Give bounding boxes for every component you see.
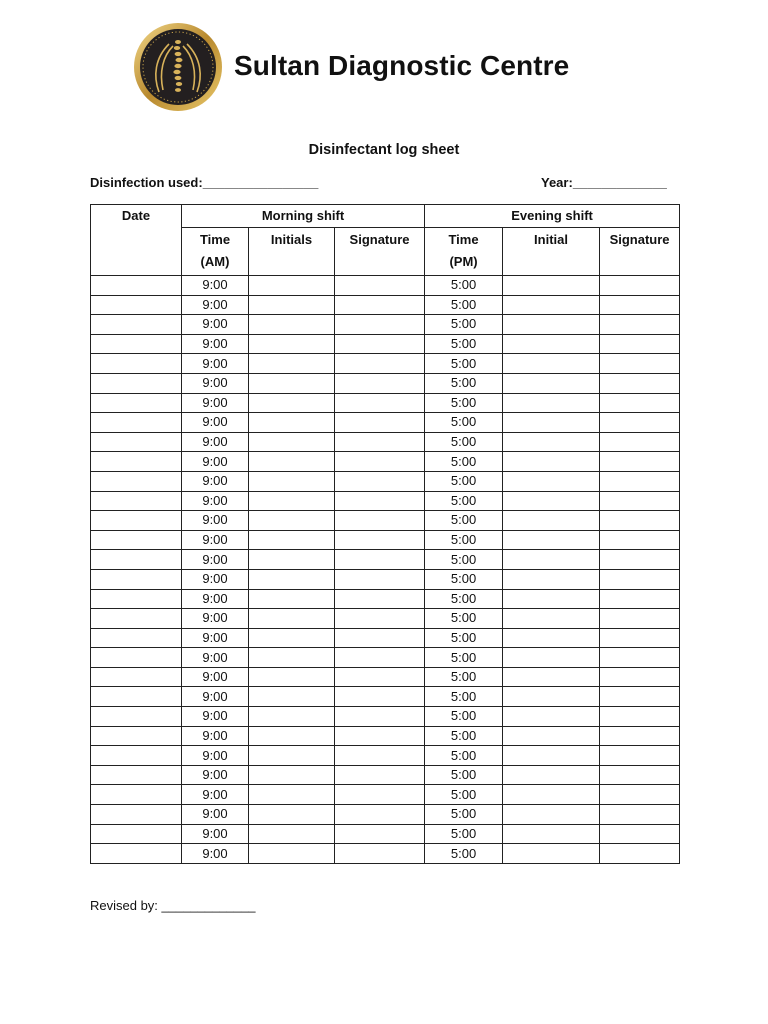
evening-initial-cell[interactable] [503, 550, 600, 570]
morning-time-cell: 9:00 [182, 609, 249, 629]
evening-initial-cell[interactable] [503, 452, 600, 472]
morning-time-cell: 9:00 [182, 373, 249, 393]
table-row [91, 491, 680, 511]
evening-signature-cell[interactable] [600, 432, 680, 452]
evening-signature-cell[interactable] [600, 785, 680, 805]
morning-signature-cell[interactable] [335, 315, 425, 335]
evening-initial-cell[interactable] [503, 687, 600, 707]
evening-initial-cell[interactable] [503, 844, 600, 864]
evening-signature-cell[interactable] [600, 628, 680, 648]
year-blank[interactable]: _____________ [572, 175, 667, 190]
evening-initial-cell[interactable] [503, 648, 600, 668]
evening-initial-cell[interactable] [503, 471, 600, 491]
morning-time-cell: 9:00 [182, 805, 249, 825]
evening-initial-cell[interactable] [503, 805, 600, 825]
date-cell[interactable] [91, 491, 182, 511]
morning-initials-cell[interactable] [249, 824, 335, 844]
morning-signature-cell[interactable] [335, 746, 425, 766]
evening-time-cell: 5:00 [425, 726, 503, 746]
morning-signature-cell[interactable] [335, 844, 425, 864]
evening-initial-cell[interactable] [503, 589, 600, 609]
morning-initials-cell[interactable] [249, 491, 335, 511]
evening-time-cell: 5:00 [425, 589, 503, 609]
table-row [91, 687, 680, 707]
date-cell[interactable] [91, 628, 182, 648]
evening-signature-cell[interactable] [600, 393, 680, 413]
morning-time-cell: 9:00 [182, 413, 249, 433]
morning-time-cell: 9:00 [182, 589, 249, 609]
morning-initials-cell[interactable] [249, 471, 335, 491]
morning-initials-cell[interactable] [249, 609, 335, 629]
evening-initial-cell[interactable] [503, 707, 600, 727]
morning-time-cell: 9:00 [182, 334, 249, 354]
morning-initials-cell[interactable] [249, 393, 335, 413]
evening-initial-cell[interactable] [503, 432, 600, 452]
date-cell[interactable] [91, 667, 182, 687]
table-row [91, 589, 680, 609]
table-row [91, 609, 680, 629]
morning-signature-cell[interactable] [335, 824, 425, 844]
morning-time-cell: 9:00 [182, 707, 249, 727]
evening-time-cell: 5:00 [425, 315, 503, 335]
evening-signature-cell[interactable] [600, 471, 680, 491]
evening-time-cell: 5:00 [425, 432, 503, 452]
revised-by-blank[interactable]: _____________ [161, 898, 256, 913]
evening-time-cell: 5:00 [425, 667, 503, 687]
table-row [91, 334, 680, 354]
evening-initial-cell[interactable] [503, 295, 600, 315]
table-row [91, 569, 680, 589]
evening-signature-cell[interactable] [600, 805, 680, 825]
evening-time-cell: 5:00 [425, 569, 503, 589]
table-row [91, 824, 680, 844]
evening-time-cell: 5:00 [425, 746, 503, 766]
evening-signature-cell[interactable] [600, 707, 680, 727]
evening-time-cell: 5:00 [425, 373, 503, 393]
date-header: Date [91, 205, 182, 276]
table-row [91, 354, 680, 374]
morning-initials-cell[interactable] [249, 432, 335, 452]
morning-signature-cell[interactable] [335, 471, 425, 491]
morning-signature-cell[interactable] [335, 726, 425, 746]
table-row [91, 550, 680, 570]
evening-signature-header: Signature [600, 228, 680, 276]
morning-time-cell: 9:00 [182, 276, 249, 296]
morning-signature-cell[interactable] [335, 550, 425, 570]
table-row [91, 707, 680, 727]
date-cell[interactable] [91, 295, 182, 315]
morning-signature-cell[interactable] [335, 432, 425, 452]
date-cell[interactable] [91, 648, 182, 668]
evening-signature-cell[interactable] [600, 295, 680, 315]
evening-time-cell: 5:00 [425, 511, 503, 531]
morning-signature-cell[interactable] [335, 530, 425, 550]
evening-initial-cell[interactable] [503, 530, 600, 550]
morning-initials-cell[interactable] [249, 628, 335, 648]
date-cell[interactable] [91, 393, 182, 413]
morning-initials-cell[interactable] [249, 589, 335, 609]
morning-signature-cell[interactable] [335, 765, 425, 785]
date-cell[interactable] [91, 315, 182, 335]
date-cell[interactable] [91, 276, 182, 296]
evening-initial-cell[interactable] [503, 413, 600, 433]
evening-signature-cell[interactable] [600, 530, 680, 550]
evening-initial-header: Initial [503, 228, 600, 276]
morning-signature-cell[interactable] [335, 667, 425, 687]
morning-time-cell: 9:00 [182, 354, 249, 374]
morning-signature-cell[interactable] [335, 452, 425, 472]
table-row [91, 393, 680, 413]
evening-initial-cell[interactable] [503, 569, 600, 589]
morning-time-cell: 9:00 [182, 687, 249, 707]
evening-initial-cell[interactable] [503, 334, 600, 354]
morning-initials-cell[interactable] [249, 550, 335, 570]
table-row [91, 530, 680, 550]
date-cell[interactable] [91, 785, 182, 805]
morning-initials-cell[interactable] [249, 315, 335, 335]
evening-initial-cell[interactable] [503, 824, 600, 844]
page-title: Disinfectant log sheet [308, 142, 460, 158]
morning-signature-cell[interactable] [335, 354, 425, 374]
evening-time-cell: 5:00 [425, 707, 503, 727]
morning-time-cell: 9:00 [182, 569, 249, 589]
evening-time-cell: 5:00 [425, 530, 503, 550]
morning-initials-cell[interactable] [249, 413, 335, 433]
evening-signature-cell[interactable] [600, 511, 680, 531]
morning-signature-cell[interactable] [335, 511, 425, 531]
morning-initials-cell[interactable] [249, 373, 335, 393]
morning-signature-cell[interactable] [335, 295, 425, 315]
evening-time-cell: 5:00 [425, 765, 503, 785]
date-cell[interactable] [91, 373, 182, 393]
morning-signature-header: Signature [335, 228, 425, 276]
date-cell[interactable] [91, 471, 182, 491]
morning-time-cell: 9:00 [182, 432, 249, 452]
morning-time-cell: 9:00 [182, 295, 249, 315]
morning-signature-cell[interactable] [335, 569, 425, 589]
date-cell[interactable] [91, 550, 182, 570]
evening-initial-cell[interactable] [503, 667, 600, 687]
evening-signature-cell[interactable] [600, 276, 680, 296]
morning-signature-cell[interactable] [335, 687, 425, 707]
morning-time-cell: 9:00 [182, 491, 249, 511]
date-cell[interactable] [91, 765, 182, 785]
morning-initials-cell[interactable] [249, 805, 335, 825]
table-row [91, 805, 680, 825]
evening-time-cell: 5:00 [425, 785, 503, 805]
evening-initial-cell[interactable] [503, 765, 600, 785]
morning-signature-cell[interactable] [335, 334, 425, 354]
date-cell[interactable] [91, 413, 182, 433]
evening-time-cell: 5:00 [425, 471, 503, 491]
date-cell[interactable] [91, 726, 182, 746]
evening-time-cell: 5:00 [425, 824, 503, 844]
table-row [91, 471, 680, 491]
date-cell[interactable] [91, 569, 182, 589]
table-row [91, 276, 680, 296]
date-cell[interactable] [91, 687, 182, 707]
evening-time-cell: 5:00 [425, 687, 503, 707]
date-cell[interactable] [91, 844, 182, 864]
date-cell[interactable] [91, 511, 182, 531]
evening-time-cell: 5:00 [425, 491, 503, 511]
morning-signature-cell[interactable] [335, 393, 425, 413]
morning-initials-cell[interactable] [249, 746, 335, 766]
morning-signature-cell[interactable] [335, 707, 425, 727]
revised-by-label: Revised by: [90, 898, 158, 913]
morning-time-cell: 9:00 [182, 511, 249, 531]
morning-time-cell: 9:00 [182, 648, 249, 668]
evening-signature-cell[interactable] [600, 609, 680, 629]
evening-initial-cell[interactable] [503, 609, 600, 629]
morning-initials-cell[interactable] [249, 765, 335, 785]
table-row [91, 413, 680, 433]
evening-signature-cell[interactable] [600, 452, 680, 472]
evening-time-cell: 5:00 [425, 452, 503, 472]
evening-time-cell: 5:00 [425, 393, 503, 413]
morning-initials-cell[interactable] [249, 276, 335, 296]
evening-initial-cell[interactable] [503, 373, 600, 393]
morning-signature-cell[interactable] [335, 628, 425, 648]
date-cell[interactable] [91, 589, 182, 609]
table-row [91, 667, 680, 687]
morning-time-cell: 9:00 [182, 746, 249, 766]
morning-signature-cell[interactable] [335, 805, 425, 825]
table-row [91, 746, 680, 766]
evening-initial-cell[interactable] [503, 726, 600, 746]
year-label: Year: [541, 175, 573, 190]
evening-signature-cell[interactable] [600, 726, 680, 746]
table-row [91, 295, 680, 315]
evening-time-cell: 5:00 [425, 550, 503, 570]
evening-time-header: Time (PM) [425, 228, 503, 276]
date-cell[interactable] [91, 824, 182, 844]
table-row [91, 648, 680, 668]
disinfectant-log-table [90, 204, 680, 864]
evening-signature-cell[interactable] [600, 354, 680, 374]
disinfection-used-field[interactable] [90, 175, 318, 190]
evening-signature-cell[interactable] [600, 315, 680, 335]
date-cell[interactable] [91, 707, 182, 727]
morning-time-cell: 9:00 [182, 785, 249, 805]
morning-time-cell: 9:00 [182, 530, 249, 550]
morning-initials-cell[interactable] [249, 452, 335, 472]
morning-signature-cell[interactable] [335, 491, 425, 511]
evening-signature-cell[interactable] [600, 746, 680, 766]
evening-time-cell: 5:00 [425, 354, 503, 374]
evening-initial-cell[interactable] [503, 628, 600, 648]
evening-time-cell: 5:00 [425, 276, 503, 296]
evening-initial-cell[interactable] [503, 785, 600, 805]
morning-signature-cell[interactable] [335, 785, 425, 805]
morning-signature-cell[interactable] [335, 413, 425, 433]
evening-initial-cell[interactable] [503, 393, 600, 413]
morning-initials-cell[interactable] [249, 511, 335, 531]
evening-signature-cell[interactable] [600, 569, 680, 589]
evening-signature-cell[interactable] [600, 824, 680, 844]
evening-signature-cell[interactable] [600, 550, 680, 570]
evening-time-cell: 5:00 [425, 295, 503, 315]
evening-time-cell: 5:00 [425, 844, 503, 864]
morning-initials-cell[interactable] [249, 844, 335, 864]
spine-emblem-icon [133, 22, 223, 112]
morning-time-cell: 9:00 [182, 824, 249, 844]
evening-time-cell: 5:00 [425, 648, 503, 668]
table-row [91, 511, 680, 531]
evening-signature-cell[interactable] [600, 844, 680, 864]
morning-time-cell: 9:00 [182, 471, 249, 491]
morning-signature-cell[interactable] [335, 589, 425, 609]
evening-time-cell: 5:00 [425, 628, 503, 648]
date-cell[interactable] [91, 334, 182, 354]
evening-signature-cell[interactable] [600, 667, 680, 687]
evening-signature-cell[interactable] [600, 687, 680, 707]
table-row [91, 373, 680, 393]
morning-time-cell: 9:00 [182, 628, 249, 648]
evening-initial-cell[interactable] [503, 354, 600, 374]
morning-initials-cell[interactable] [249, 687, 335, 707]
morning-time-cell: 9:00 [182, 667, 249, 687]
morning-signature-cell[interactable] [335, 276, 425, 296]
evening-time-cell: 5:00 [425, 334, 503, 354]
evening-signature-cell[interactable] [600, 413, 680, 433]
table-row [91, 315, 680, 335]
morning-time-cell: 9:00 [182, 550, 249, 570]
morning-initials-cell[interactable] [249, 707, 335, 727]
date-cell[interactable] [91, 354, 182, 374]
morning-initials-header: Initials [249, 228, 335, 276]
evening-signature-cell[interactable] [600, 589, 680, 609]
evening-initial-cell[interactable] [503, 315, 600, 335]
evening-initial-cell[interactable] [503, 511, 600, 531]
table-row [91, 785, 680, 805]
table-row [91, 844, 680, 864]
date-cell[interactable] [91, 432, 182, 452]
evening-signature-cell[interactable] [600, 491, 680, 511]
evening-signature-cell[interactable] [600, 373, 680, 393]
morning-signature-cell[interactable] [335, 373, 425, 393]
morning-initials-cell[interactable] [249, 354, 335, 374]
date-cell[interactable] [91, 609, 182, 629]
morning-signature-cell[interactable] [335, 609, 425, 629]
evening-signature-cell[interactable] [600, 334, 680, 354]
year-field[interactable] [541, 175, 667, 190]
table-row [91, 765, 680, 785]
morning-time-cell: 9:00 [182, 452, 249, 472]
morning-initials-cell[interactable] [249, 569, 335, 589]
evening-time-cell: 5:00 [425, 413, 503, 433]
evening-shift-header: Evening shift [425, 205, 680, 228]
morning-signature-cell[interactable] [335, 648, 425, 668]
morning-initials-cell[interactable] [249, 530, 335, 550]
disinfection-used-label: Disinfection used: [90, 175, 203, 190]
revised-by-field[interactable] [90, 898, 256, 913]
morning-initials-cell[interactable] [249, 295, 335, 315]
evening-initial-cell[interactable] [503, 276, 600, 296]
morning-initials-cell[interactable] [249, 785, 335, 805]
evening-time-cell: 5:00 [425, 805, 503, 825]
morning-initials-cell[interactable] [249, 334, 335, 354]
morning-initials-cell[interactable] [249, 648, 335, 668]
morning-time-header: Time (AM) [182, 228, 249, 276]
evening-time-cell: 5:00 [425, 609, 503, 629]
morning-time-cell: 9:00 [182, 393, 249, 413]
date-cell[interactable] [91, 530, 182, 550]
morning-initials-cell[interactable] [249, 667, 335, 687]
morning-time-cell: 9:00 [182, 844, 249, 864]
morning-time-cell: 9:00 [182, 315, 249, 335]
table-row [91, 432, 680, 452]
date-cell[interactable] [91, 746, 182, 766]
table-row [91, 628, 680, 648]
evening-signature-cell[interactable] [600, 648, 680, 668]
evening-initial-cell[interactable] [503, 746, 600, 766]
morning-time-cell: 9:00 [182, 765, 249, 785]
date-cell[interactable] [91, 452, 182, 472]
evening-signature-cell[interactable] [600, 765, 680, 785]
morning-initials-cell[interactable] [249, 726, 335, 746]
date-cell[interactable] [91, 805, 182, 825]
evening-initial-cell[interactable] [503, 491, 600, 511]
table-row [91, 726, 680, 746]
organization-name: Sultan Diagnostic Centre [234, 50, 570, 81]
morning-time-cell: 9:00 [182, 726, 249, 746]
table-row [91, 452, 680, 472]
disinfection-used-blank[interactable]: ________________ [202, 175, 319, 190]
morning-shift-header: Morning shift [182, 205, 425, 228]
